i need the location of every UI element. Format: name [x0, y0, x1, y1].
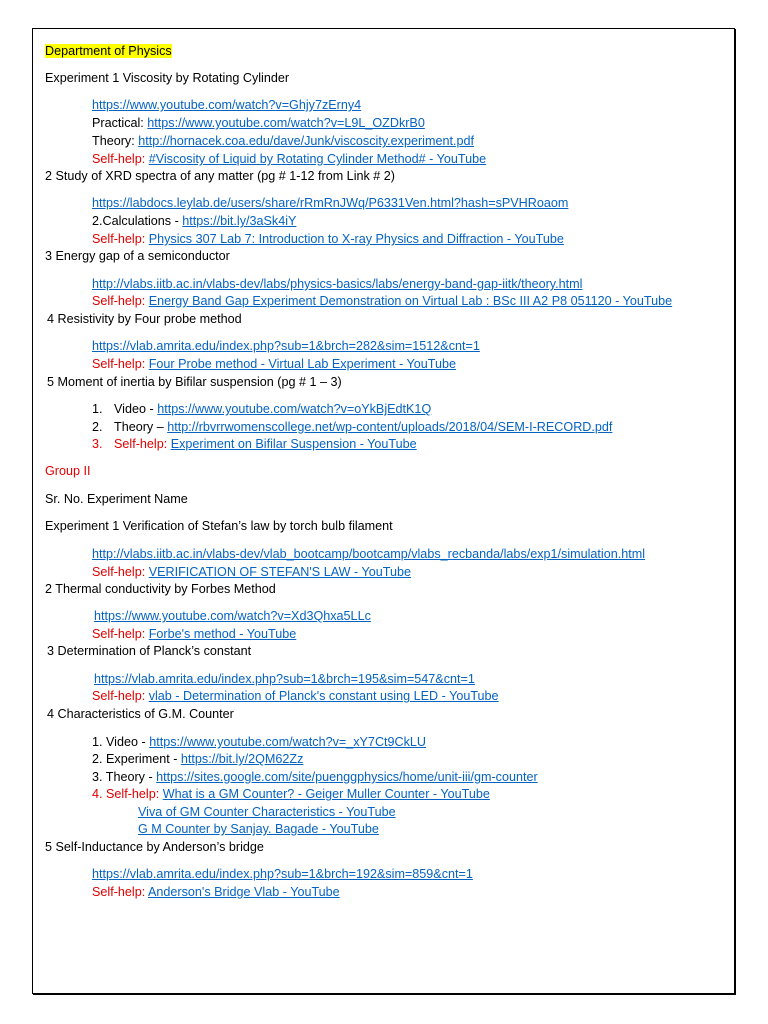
selfhelp-line [92, 293, 672, 309]
list-number: 2. [92, 420, 103, 434]
list-item [92, 419, 612, 435]
practical-line [92, 115, 425, 131]
selfhelp-label: Self-help: [92, 689, 149, 703]
table-header: Sr. No. Experiment Name [45, 492, 188, 506]
selfhelp-line [92, 884, 340, 900]
experiment-title: 2 Study of XRD spectra of any matter (pg # 1-12 from Link # 2) [45, 169, 395, 183]
item-label: Theory – [114, 420, 168, 434]
experiment-title: 2 Thermal conductivity by Forbes Method [45, 582, 276, 596]
experiment-title: 4 Characteristics of G.M. Counter [47, 707, 234, 721]
experiment-title: Experiment 1 Viscosity by Rotating Cylinder [45, 71, 290, 85]
selfhelp-link[interactable]: What is a GM Counter? - Geiger Muller Counter - YouTube [162, 787, 490, 801]
list-number: 4. [92, 787, 107, 801]
selfhelp-link[interactable]: Energy Band Gap Experiment Demonstration on Virtual Lab : BSc III A2 P8 051120 - YouTube [148, 294, 673, 308]
vlab-link[interactable]: https://vlab.amrita.edu/index.php?sub=1&brch=195&sim=547&cnt=1 [94, 672, 475, 686]
selfhelp-label: Self-help: [92, 565, 149, 579]
selfhelp-label: Self-help: [114, 437, 171, 451]
video-link[interactable]: https://www.youtube.com/watch?v=oYkBjEdtK1Q [157, 402, 432, 416]
item-label: 2. Experiment - [92, 752, 181, 766]
selfhelp-link[interactable]: Four Probe method - Virtual Lab Experiment - YouTube [148, 357, 457, 371]
experiment-link-line [92, 338, 480, 354]
selfhelp-extra-line [138, 821, 379, 837]
video-link[interactable]: https://www.youtube.com/watch?v=Ghjy7zErny4 [92, 98, 362, 112]
selfhelp-label: Self-help: [92, 627, 149, 641]
vlabs-link[interactable]: http://vlabs.iitb.ac.in/vlabs-dev/labs/physics-basics/labs/energy-band-gap-iitk/theory.html [92, 277, 583, 291]
list-number: 3. [92, 437, 103, 451]
department-heading [45, 43, 172, 59]
item-label: 3. Theory - [92, 770, 157, 784]
vlab-link[interactable]: https://vlab.amrita.edu/index.php?sub=1&brch=192&sim=859&cnt=1 [92, 867, 473, 881]
selfhelp-label: Self-help: [92, 294, 149, 308]
selfhelp-line [92, 231, 564, 247]
practical-label: Practical: [92, 116, 148, 130]
theory-link[interactable]: http://hornacek.coa.edu/dave/Junk/viscoscity.experiment.pdf [138, 134, 474, 148]
selfhelp-label: Self-help: [92, 885, 149, 899]
list-item [92, 769, 538, 785]
list-item [92, 751, 303, 767]
selfhelp-link[interactable]: Experiment on Bifilar Suspension - YouTube [170, 437, 417, 451]
vlabs-link[interactable]: http://vlabs.iitb.ac.in/vlabs-dev/vlab_bootcamp/bootcamp/vlabs_recbanda/labs/exp1/simulation.html [92, 547, 646, 561]
vlab-link[interactable]: https://vlab.amrita.edu/index.php?sub=1&brch=282&sim=1512&cnt=1 [92, 339, 480, 353]
theory-link[interactable]: https://sites.google.com/site/puenggphysics/home/unit-iii/gm-counter [156, 770, 538, 784]
selfhelp-label: Self-help: [92, 357, 149, 371]
video-link[interactable]: https://www.youtube.com/watch?v=Xd3Qhxa5LLc [94, 609, 371, 623]
list-number: 1. [92, 402, 103, 416]
selfhelp-extra-line [138, 804, 396, 820]
list-item [92, 401, 431, 417]
experiment-link-line [92, 276, 582, 292]
calculations-link[interactable]: https://bit.ly/3aSk4iY [182, 214, 297, 228]
selfhelp-line [92, 626, 296, 642]
selfhelp-label: Self-help: [92, 152, 149, 166]
selfhelp-link[interactable]: VERIFICATION OF STEFAN'S LAW - YouTube [148, 565, 411, 579]
selfhelp-link[interactable]: Viva of GM Counter Characteristics - YouTube [138, 805, 396, 819]
item-label: Video - [114, 402, 158, 416]
experiment-link-line [94, 671, 475, 687]
selfhelp-link[interactable]: #Viscosity of Liquid by Rotating Cylinder Method# - YouTube [148, 152, 487, 166]
list-item [92, 734, 426, 750]
experiment-link [92, 97, 361, 113]
experiment-title: 5 Self-Inductance by Anderson’s bridge [45, 840, 264, 854]
experiment-link[interactable]: https://bit.ly/2QM62Zz [180, 752, 304, 766]
theory-line [92, 133, 474, 149]
video-link[interactable]: https://www.youtube.com/watch?v=_xY7Ct9CkLU [149, 735, 427, 749]
selfhelp-link[interactable]: Forbe's method - YouTube [148, 627, 297, 641]
experiment-link-line [94, 608, 371, 624]
experiment-link-line [92, 866, 473, 882]
labdocs-link[interactable]: https://labdocs.leylab.de/users/share/rRmRnJWq/P6331Ven.html?hash=sPVHRoaom [92, 196, 569, 210]
theory-label: Theory: [92, 134, 139, 148]
selfhelp-line [92, 688, 499, 704]
selfhelp-link[interactable]: Anderson's Bridge Vlab - YouTube [148, 885, 340, 899]
experiment-title: 3 Energy gap of a semiconductor [45, 249, 230, 263]
selfhelp-link[interactable]: vlab - Determination of Planck's constant using LED - YouTube [148, 689, 499, 703]
selfhelp-line [92, 356, 456, 372]
calculations-label: 2.Calculations - [92, 214, 183, 228]
experiment-title: 3 Determination of Planck’s constant [47, 644, 252, 658]
calculations-line [92, 213, 296, 229]
experiment-title: Experiment 1 Verification of Stefan’s law by torch bulb filament [45, 519, 393, 533]
item-label: 1. Video - [92, 735, 150, 749]
experiment-title: 5 Moment of inertia by Bifilar suspension (pg # 1 – 3) [47, 375, 342, 389]
selfhelp-label: Self-help: [92, 232, 149, 246]
list-item [92, 436, 417, 452]
theory-link[interactable]: http://rbvrrwomenscollege.net/wp-content/uploads/2018/04/SEM-I-RECORD.pdf [167, 420, 613, 434]
experiment-link-line [92, 546, 645, 562]
selfhelp-line [92, 564, 411, 580]
experiment-link-line [92, 195, 568, 211]
list-item [92, 786, 490, 802]
selfhelp-label: Self-help: [106, 787, 163, 801]
selfhelp-line [92, 151, 486, 167]
group-heading: Group II [45, 464, 91, 478]
selfhelp-link[interactable]: Physics 307 Lab 7: Introduction to X-ray Physics and Diffraction - YouTube [148, 232, 564, 246]
selfhelp-link[interactable]: G M Counter by Sanjay. Bagade - YouTube [138, 822, 379, 836]
experiment-title: 4 Resistivity by Four probe method [47, 312, 242, 326]
practical-link[interactable]: https://www.youtube.com/watch?v=L9L_OZDkrB0 [147, 116, 425, 130]
department-title: Department of Physics [45, 44, 172, 58]
